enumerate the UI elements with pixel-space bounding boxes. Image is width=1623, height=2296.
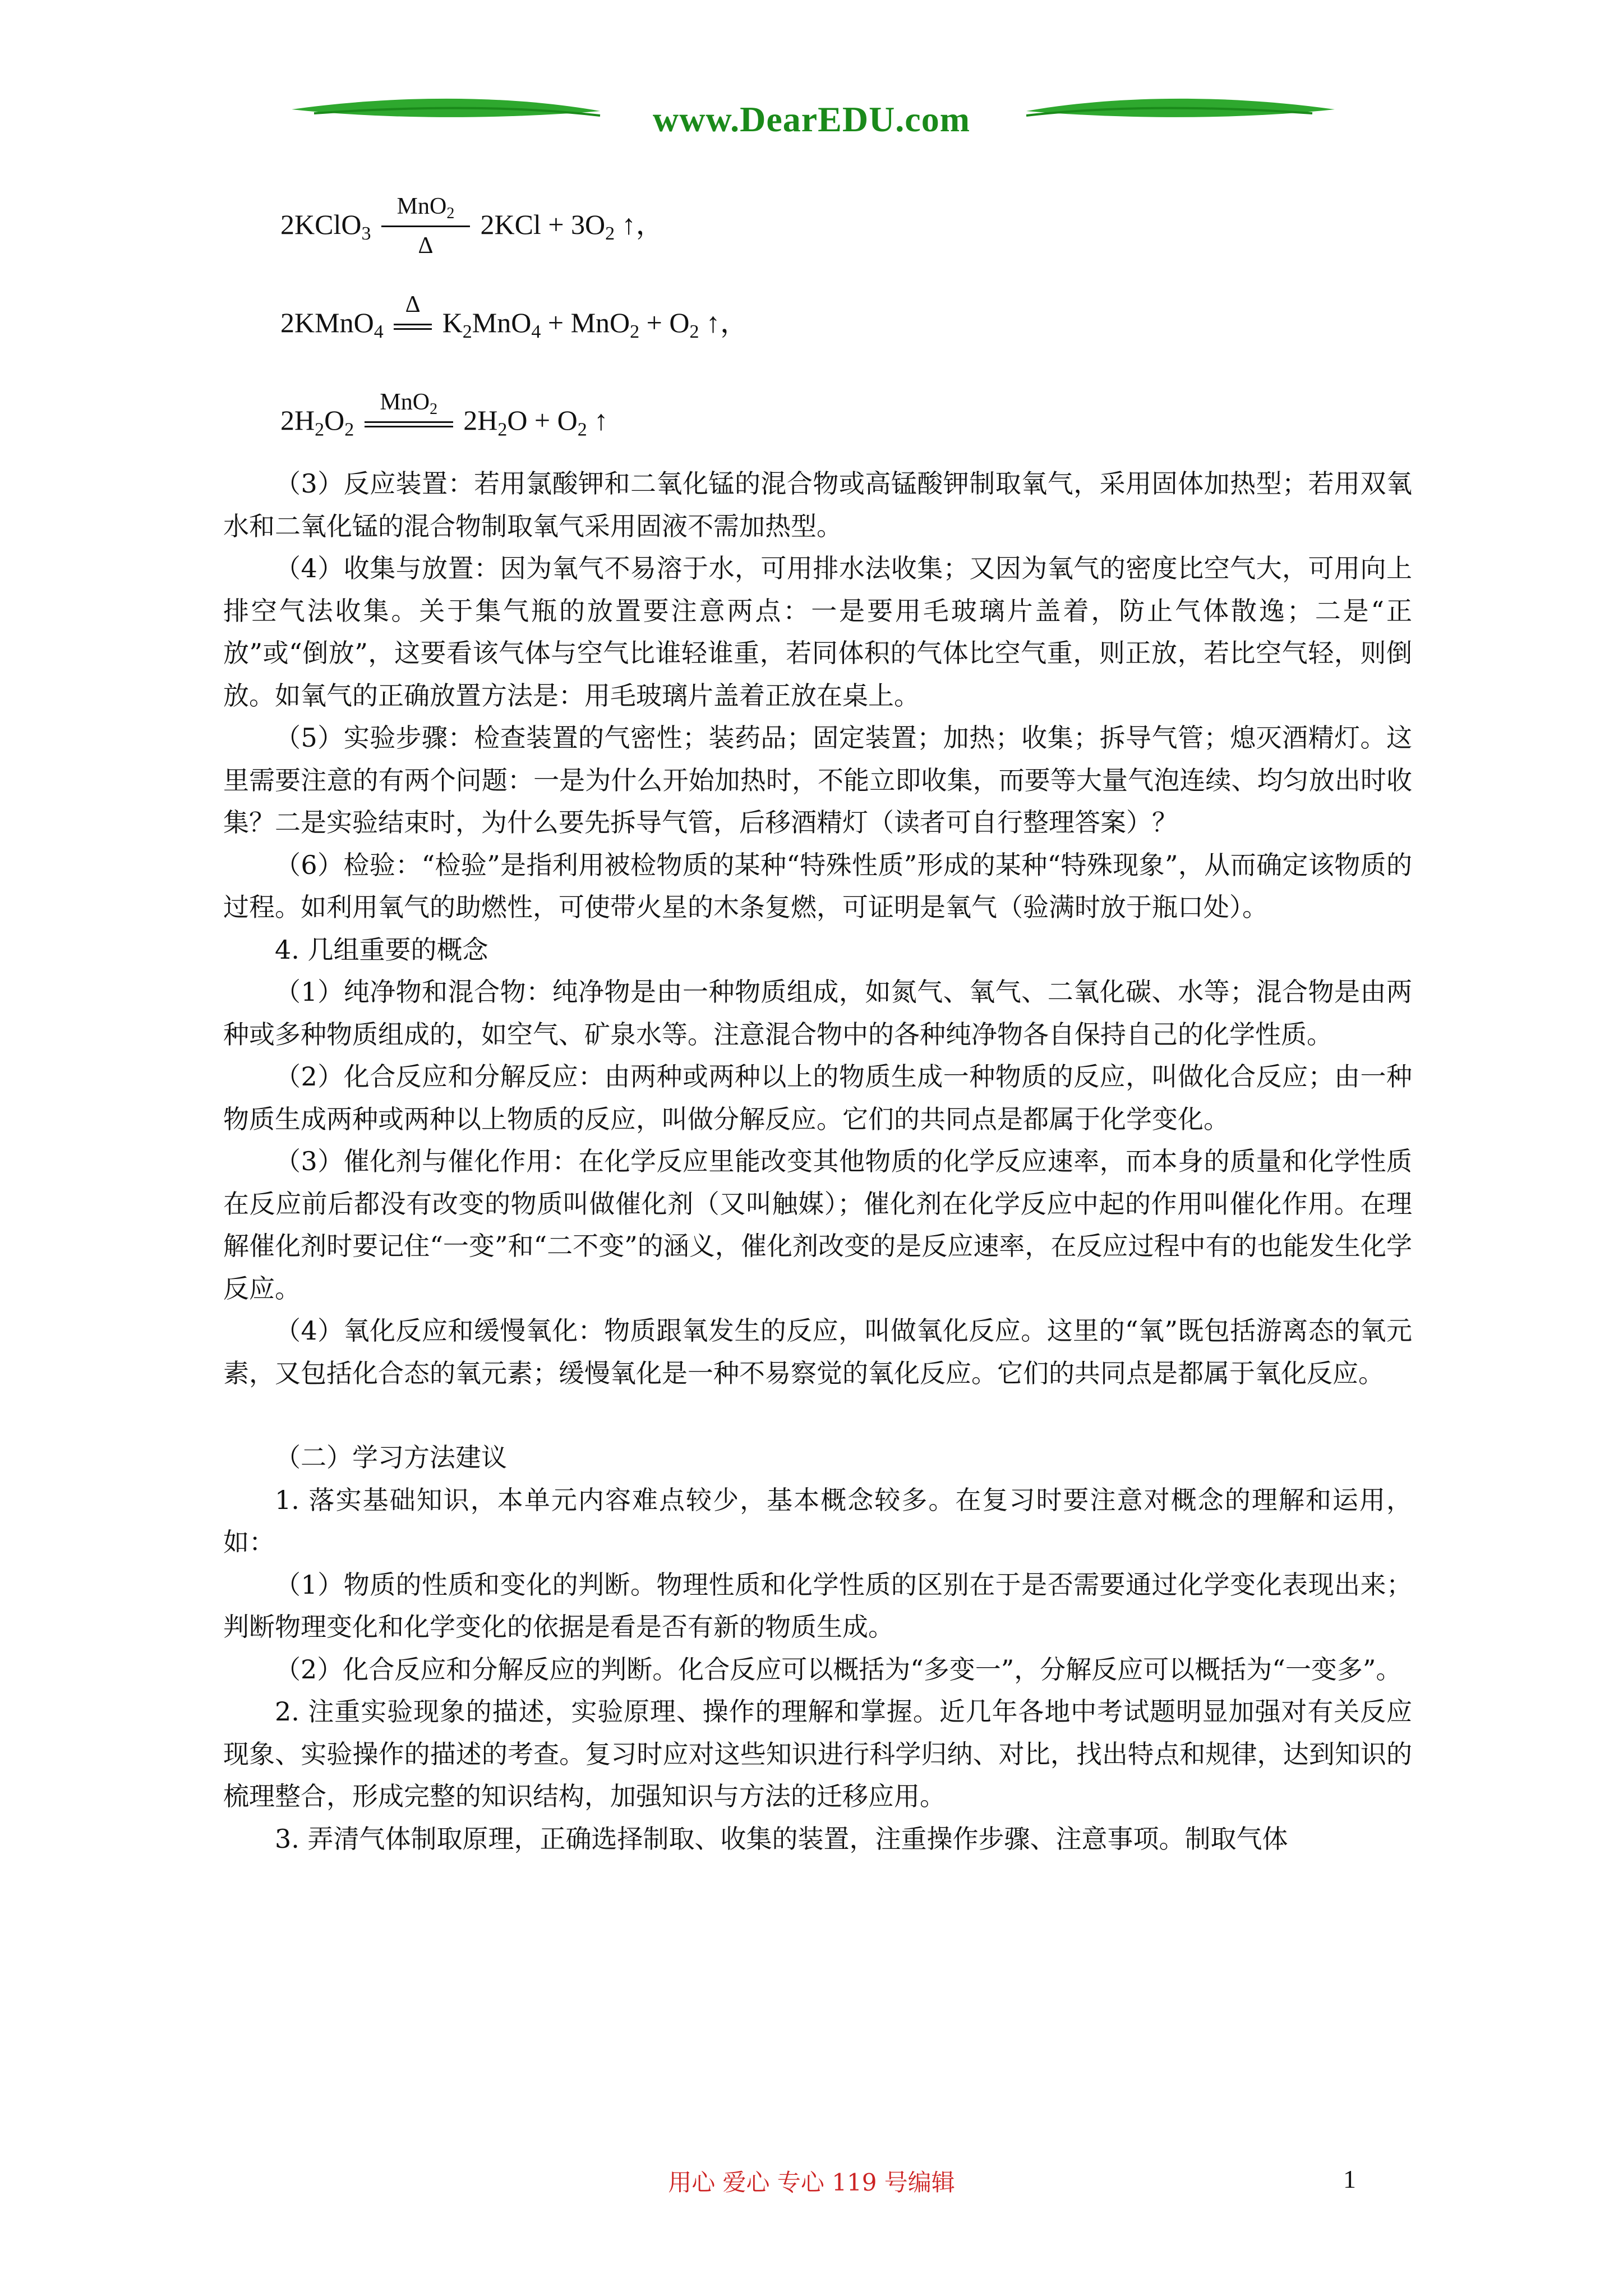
paragraph: （2）化合反应和分解反应：由两种或两种以上的物质生成一种物质的反应，叫做化合反应；由一种物质生成两种或两种以上物质的反应，叫做分解反应。它们的共同点是都属于化学变化。 [223, 1061, 1412, 1134]
page-number: 1 [1343, 2165, 1356, 2193]
footer-motto: 用心 爱心 专心 119 号编辑 [668, 2169, 955, 2196]
paragraph: （6）检验：“检验”是指利用被检物质的某种“特殊性质”形成的某种“特殊现象”，从而确定该物质的过程。如利用氧气的助燃性，可使带火星的木条复燃，可证明是氧气（验满时放于瓶口处）。 [223, 849, 1412, 922]
paragraph: （1）物质的性质和变化的判断。物理性质和化学性质的区别在于是否需要通过化学变化表现出来；判断物理变化和化学变化的依据是看是否有新的物质生成。 [223, 1569, 1412, 1642]
equation-kmno4: 2KMnO$_4$ Δ $K_2MnO_4 + MnO_2 + O_2$ ↑， [280, 300, 748, 367]
paragraph: （2）化合反应和分解反应的判断。化合反应可以概括为“多变一”，分解反应可以概括为“一变多”。 [275, 1654, 1402, 1685]
paragraph: （5）实验步骤：检查装置的气密性；装药品；固定装置；加热；收集；拆导气管；熄灭酒精灯。这里需要注意的有两个问题：一是为什么开始加热时，不能立即收集，而要等大量气泡连续、均匀放出时收集？二是实验结束时，为什么要先拆导气管，后移酒精灯（读者可自行整理答案）？ [223, 723, 1412, 838]
equation-kclo3: 2KClO$_3$ MnO$_2$ Δ $2KCl + 3O_2$ ↑， [280, 193, 664, 259]
header-banner [0, 84, 1623, 151]
section-heading: 4. 几组重要的概念 [275, 934, 488, 965]
paragraph: 2. 注重实验现象的描述，实验原理、操作的理解和掌握。近几年各地中考试题明显加强对有关反应现象、实验操作的描述的考查。复习时应对这些知识进行科学归纳、对比，找出特点和规律，达到知识的梳理整合，形成完整的知识结构，加强知识与方法的迁移应用。 [223, 1696, 1412, 1811]
reaction-condition: Δ [390, 303, 435, 348]
section-heading: （二）学习方法建议 [275, 1442, 507, 1473]
paragraph: （1）纯净物和混合物：纯净物是由一种物质组成，如氮气、氧气、二氧化碳、水等；混合物是由两种或多种物质组成的，如空气、矿泉水等。注意混合物中的各种纯净物各自保持自己的化学性质。 [223, 977, 1412, 1050]
site-url: www.DearEDU.com [653, 99, 970, 139]
reaction-condition: MnO$_2$ [361, 401, 457, 446]
paragraph: （4）收集与放置：因为氧气不易溶于水，可用排水法收集；又因为氧气的密度比空气大，可用向上排空气法收集。关于集气瓶的放置要注意两点：一是要用毛玻璃片盖着，防止气体散逸；二是“正放”或“倒放”，这要看该气体与空气比谁轻谁重，若同体积的气体比空气重，则正放，若比空气轻，则倒放。如氧气的正确放置方法是：用毛玻璃片盖着正放在桌上。 [223, 553, 1412, 711]
paragraph: 3. 弄清气体制取原理，正确选择制取、收集的装置，注重操作步骤、注意事项。制取气体 [275, 1823, 1288, 1854]
body-text [223, 463, 1412, 1860]
paragraph: （3）催化剂与催化作用：在化学反应里能改变其他物质的化学反应速率，而本身的质量和化学性质在反应前后都没有改变的物质叫做催化剂（又叫触媒）；催化剂在化学反应中起的作用叫催化作用。在理解催化剂时要记住“一变”和“二不变”的涵义，催化剂改变的是反应速率，在反应过程中有的也能发生化学反应。 [223, 1146, 1412, 1304]
reaction-condition: MnO$_2$ Δ [378, 205, 473, 250]
page-footer [0, 2164, 1623, 2203]
paragraph: （3）反应装置：若用氯酸钾和二氧化锰的混合物或高锰酸钾制取氧气，采用固体加热型；若用双氧水和二氧化锰的混合物制取氧气采用固液不需加热型。 [223, 468, 1412, 541]
paragraph: 1. 落实基础知识，本单元内容难点较少，基本概念较多。在复习时要注意对概念的理解和运用，如： [223, 1484, 1412, 1557]
equation-h2o2: $2H_2O_2$ MnO$_2$ $2H_2O + O_2$ ↑ [280, 401, 608, 468]
paragraph: （4）氧化反应和缓慢氧化：物质跟氧发生的反应，叫做氧化反应。这里的“氧”既包括游离态的氧元素，又包括化合态的氧元素；缓慢氧化是一种不易察觉的氧化反应。它们的共同点是都属于氧化反应。 [223, 1315, 1412, 1388]
